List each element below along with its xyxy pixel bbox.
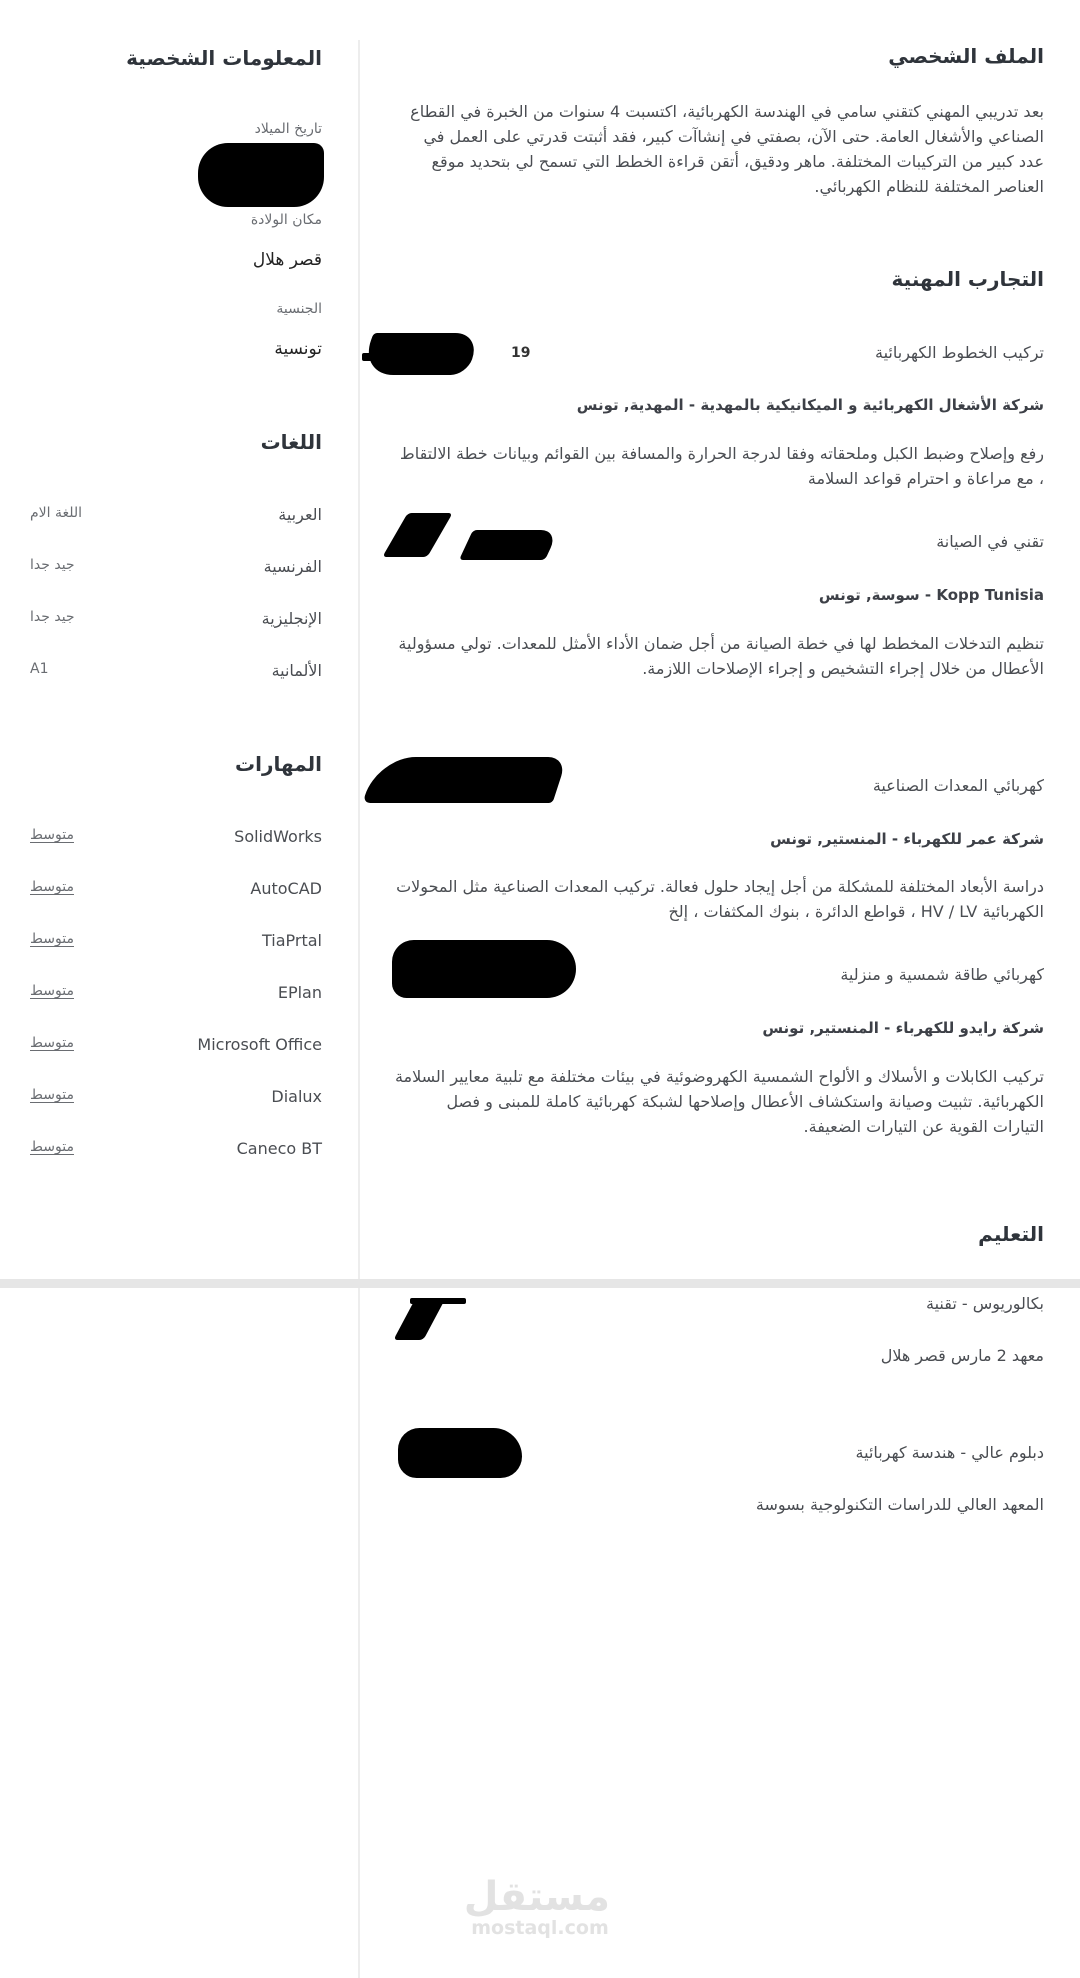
job-description: رفع وإصلاح وضبط الكبل وملحقاته وفقا لدرجة الحرارة والمسافة بين القوائم وبيانات خطة الالتقاط ، مع مراعاة و احترام قواعد السلامة	[399, 444, 1044, 488]
institution-name: المعهد العالي للدراسات التكنولوجية بسوسة	[755, 1495, 1044, 1514]
company-name: Kopp Tunisia - سوسة, تونس	[818, 586, 1044, 604]
skill-name: TiaPrtal	[262, 931, 322, 950]
language-row	[30, 609, 322, 633]
language-name: الألمانية	[271, 661, 322, 680]
skill-level: متوسط	[30, 1087, 74, 1103]
birth-place-value: قصر هلال	[252, 250, 322, 270]
redacted-date	[363, 757, 568, 803]
company-name: شركة رايدو للكهرباء - المنستير, تونس	[762, 1019, 1044, 1037]
redacted-date	[358, 333, 481, 375]
skill-row	[30, 1139, 322, 1163]
language-row	[30, 661, 322, 685]
date-fragment: 19	[511, 345, 531, 361]
redacted-date	[398, 1428, 522, 1478]
skill-row	[30, 1087, 322, 1111]
skill-level: متوسط	[30, 1035, 74, 1051]
skill-name: SolidWorks	[234, 827, 322, 846]
mostaql-watermark	[463, 1874, 610, 1939]
watermark-arabic: مستقل	[463, 1874, 610, 1920]
skill-level: متوسط	[30, 983, 74, 999]
job-title: كهربائي طاقة شمسية و منزلية	[840, 965, 1044, 984]
redacted-date	[362, 353, 372, 361]
profile-summary: بعد تدريبي المهني كتقني سامي في الهندسة الكهربائية، اكتسبت 4 سنوات من الخبرة في القطاع الصناعي والأشغال العامة. حتى الآن، بصفتي في إنشاآت كبير، فقد أثبتت قدرتي على العمل في عدد كبير من التركيبات المختلفة. ماهر ودقيق، أتقن قراءة الخطط التي تسمح لي بتحديد موقع العناصر المختلفة للنظام الكهربائي.	[410, 102, 1044, 196]
job-description: دراسة الأبعاد المختلفة للمشكلة من أجل إيجاد حلول فعالة. تركيب المعدات الصناعية مثل المحولات الكهربائية HV / LV ، قواطع الدائرة ، بنوك المكثفات ، إلخ	[396, 877, 1044, 921]
job-title: كهربائي المعدات الصناعية	[872, 776, 1044, 795]
page-break-band	[0, 1279, 1080, 1288]
job-description: تركيب الكابلات و الأسلاك و الألواح الشمسية الكهروضوئية في بيئات مختلفة مع تلبية معايير السلامة الكهربائية. تثبيت وصيانة واستكشاف الأعطال وإصلاحها لشبكة كهربائية كاملة للمبنى و فصل التيارات القوية عن التيارات الضعيفة.	[394, 1067, 1044, 1136]
job-title: تركيب الخطوط الكهربائية	[875, 343, 1044, 362]
language-level: A1	[30, 661, 49, 677]
nationality-label: الجنسية	[276, 301, 322, 317]
watermark-latin: mostaql.com	[471, 1917, 609, 1939]
skill-row	[30, 931, 322, 955]
redacted-date	[459, 530, 559, 560]
profile-section	[394, 44, 1044, 68]
experience-heading: التجارب المهنية	[891, 267, 1044, 291]
skill-name: Microsoft Office	[197, 1035, 322, 1054]
language-level: جيد جدا	[30, 609, 75, 625]
language-name: الفرنسية	[263, 557, 322, 576]
redacted-date	[392, 940, 576, 998]
company-name: شركة الأشغال الكهربائية و الميكانيكية بالمهدية - المهدية, تونس	[576, 396, 1044, 414]
language-name: الإنجليزية	[261, 609, 322, 628]
skill-row	[30, 827, 322, 851]
birth-date-label: تاريخ الميلاد	[254, 121, 322, 137]
language-name: العربية	[278, 505, 322, 524]
column-divider	[358, 40, 360, 1978]
skill-row	[30, 983, 322, 1007]
personal-info-heading: المعلومات الشخصية	[126, 46, 322, 70]
skills-heading: المهارات	[235, 752, 322, 776]
language-row	[30, 557, 322, 581]
job-description: تنظيم التدخلات المخطط لها في خطة الصيانة من أجل ضمان الأداء الأمثل للمعدات. تولي مسؤولية الأعطال من خلال إجراء التشخيص و إجراء الإصلاحات اللازمة.	[398, 634, 1044, 678]
language-row	[30, 505, 322, 529]
skill-row	[30, 879, 322, 903]
birth-place-label: مكان الولادة	[250, 212, 322, 228]
skill-level: متوسط	[30, 827, 74, 843]
language-level: اللغة الام	[30, 505, 83, 521]
skill-row	[30, 1035, 322, 1059]
redacted-date	[410, 1298, 466, 1304]
skill-level: متوسط	[30, 931, 74, 947]
skill-name: EPlan	[277, 983, 322, 1002]
language-level: جيد جدا	[30, 557, 75, 573]
education-heading: التعليم	[978, 1222, 1044, 1246]
skill-name: Dialux	[271, 1087, 322, 1106]
nationality-value: تونسية	[274, 339, 322, 359]
skill-name: AutoCAD	[250, 879, 322, 898]
skill-level: متوسط	[30, 1139, 74, 1155]
skill-level: متوسط	[30, 879, 74, 895]
skill-name: Caneco BT	[236, 1139, 322, 1158]
degree-title: دبلوم عالي - هندسة كهربائية	[855, 1443, 1044, 1462]
job-title: تقني في الصيانة	[936, 532, 1044, 551]
degree-title: بكالوريوس - تقنية	[925, 1294, 1044, 1313]
languages-heading: اللغات	[260, 430, 322, 454]
institution-name: معهد 2 مارس قصر هلال	[880, 1346, 1044, 1365]
profile-heading: الملف الشخصي	[888, 44, 1044, 68]
company-name: شركة عمر للكهرباء - المنستير, تونس	[770, 830, 1044, 848]
redacted-birth-date	[198, 143, 324, 207]
